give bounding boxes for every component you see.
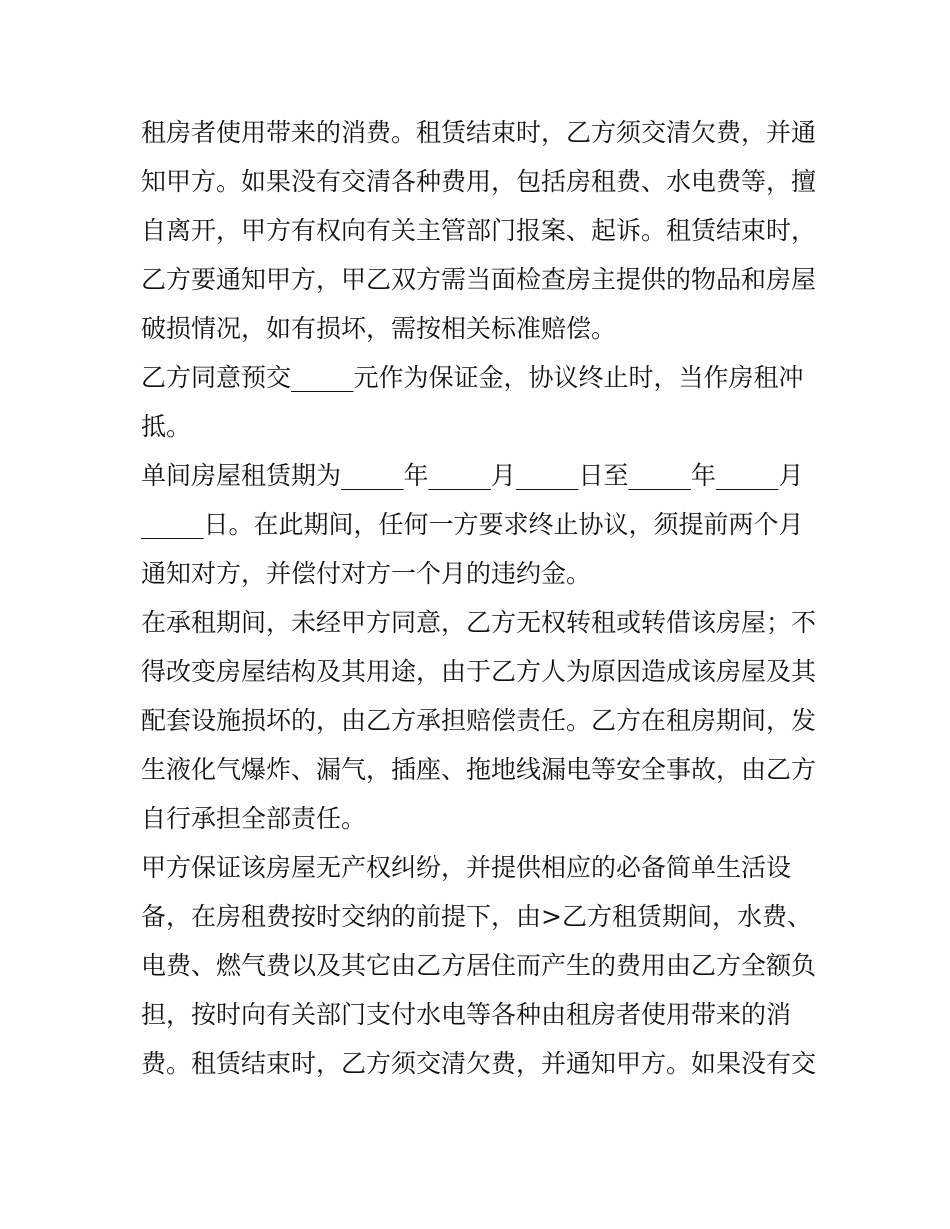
text-line: 得改变房屋结构及其用途，由于乙方人为原因造成该房屋及其	[141, 657, 817, 686]
document-body	[141, 108, 821, 1088]
text-line: 配套设施损坏的，由乙方承担赔偿责任。乙方在租房期间，发	[141, 706, 817, 735]
text-line: 电费、燃气费以及其它由乙方居住而产生的费用由乙方全额负	[141, 951, 817, 980]
text-line: 生液化气爆炸、漏气，插座、拖地线漏电等安全事故，由乙方	[141, 755, 817, 784]
text-line: 自行承担全部责任。	[141, 804, 367, 833]
text-line: 租房者使用带来的消费。租赁结束时，乙方须交清欠费，并通	[141, 118, 817, 147]
text-line: 担，按时向有关部门支付水电等各种由租房者使用带来的消	[141, 1000, 792, 1029]
text-line: 自离开，甲方有权向有关主管部门报案、起诉。租赁结束时，	[141, 216, 817, 245]
text-line: 破损情况，如有损坏，需按相关标准赔偿。	[141, 314, 617, 343]
text-line: 单间房屋租赁期为_____年_____月_____日至_____年_____月	[141, 461, 804, 490]
text-line: 费。租赁结束时，乙方须交清欠费，并通知甲方。如果没有交	[141, 1049, 817, 1078]
text-line: 抵。	[141, 412, 192, 441]
text-line: 在承租期间，未经甲方同意，乙方无权转租或转借该房屋；不	[141, 608, 817, 637]
text-line: 乙方同意预交_____元作为保证金，协议终止时，当作房租冲	[141, 363, 804, 392]
text-line: 甲方保证该房屋无产权纠纷，并提供相应的必备简单生活设	[141, 853, 792, 882]
text-line: 乙方要通知甲方，甲乙双方需当面检查房主提供的物品和房屋	[141, 265, 817, 294]
text-line: _____日。在此期间，任何一方要求终止协议，须提前两个月	[141, 510, 804, 539]
text-line: 通知对方，并偿付对方一个月的违约金。	[141, 559, 592, 588]
text-line: 备，在房租费按时交纳的前提下，由>乙方租赁期间，水费、	[141, 902, 812, 931]
text-line: 知甲方。如果没有交清各种费用，包括房租费、水电费等，擅	[141, 167, 817, 196]
